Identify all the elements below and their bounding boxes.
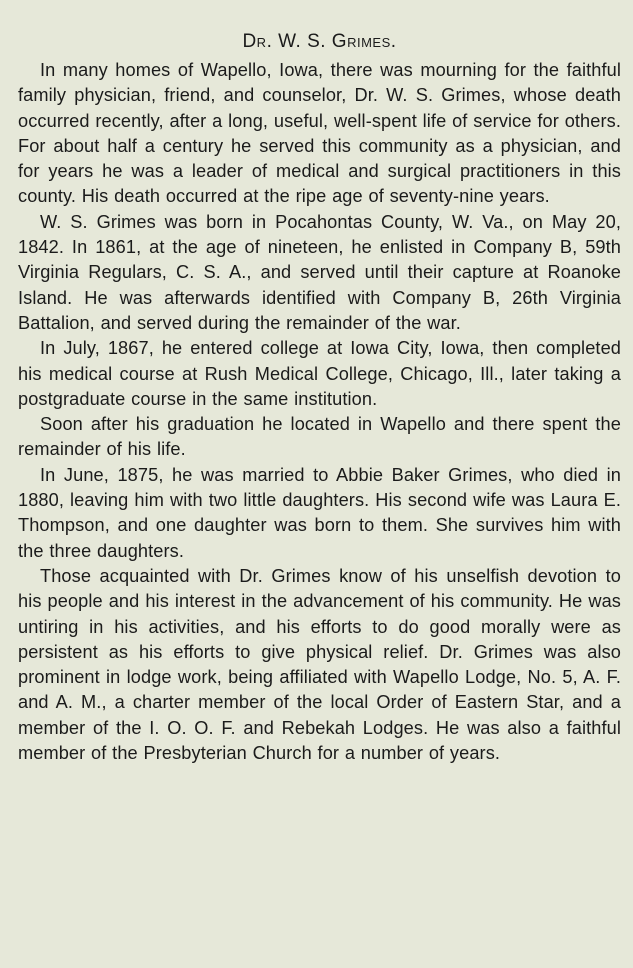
document-page [0, 30, 633, 968]
paragraph-death-notice: In many homes of Wapello, Iowa, there was mourning for the faithful family physician, friend, and counselor, Dr. W. S. Grimes, whose death occurred recently, after a long, useful, well-spent life of service for others. For about half a century he served this community as a physician, and for years he was a leader of medical and surgical practitioners in this county. His death occurred at the ripe age of seventy-nine years. [18, 60, 621, 207]
article-title: Dr. W. S. Grimes. [242, 31, 397, 52]
paragraph-family: In June, 1875, he was married to Abbie Baker Grimes, who died in 1880, leaving him with two little daughters. His second wife was Laura E. Thompson, and one daughter was born to them. She survives him with the three daughters. [18, 464, 621, 561]
paragraph-community-lodges: Those acquainted with Dr. Grimes know of his unselfish devotion to his people and his interest in the advancement of his community. He was untiring in his activities, and his efforts to do good morally were as persistent as his efforts to give physical relief. Dr. Grimes was also prominent in lodge work, being affiliated with Wapello Lodge, No. 5, A. F. and A. M., a charter member of the local Order of Eastern Star, and a member of the I. O. O. F. and Rebekah Lodges. He was also a faithful member of the Presbyterian Church for a number of years. [18, 565, 621, 764]
paragraph-birth-military: W. S. Grimes was born in Pocahontas County, W. Va., on May 20, 1842. In 1861, at the age of nineteen, he enlisted in Company B, 59th Virginia Regulars, C. S. A., and served until their capture at Roanoke Island. He was afterwards identified with Company B, 26th Virginia Battalion, and served during the remainder of the war. [18, 211, 621, 333]
paragraph-education: In July, 1867, he entered college at Iowa City, Iowa, then completed his medical course at Rush Medical College, Chicago, Ill., later taking a postgraduate course in the same institution. [18, 338, 621, 409]
paragraph-residence: Soon after his graduation he located in Wapello and there spent the remainder of his life. [18, 414, 621, 460]
